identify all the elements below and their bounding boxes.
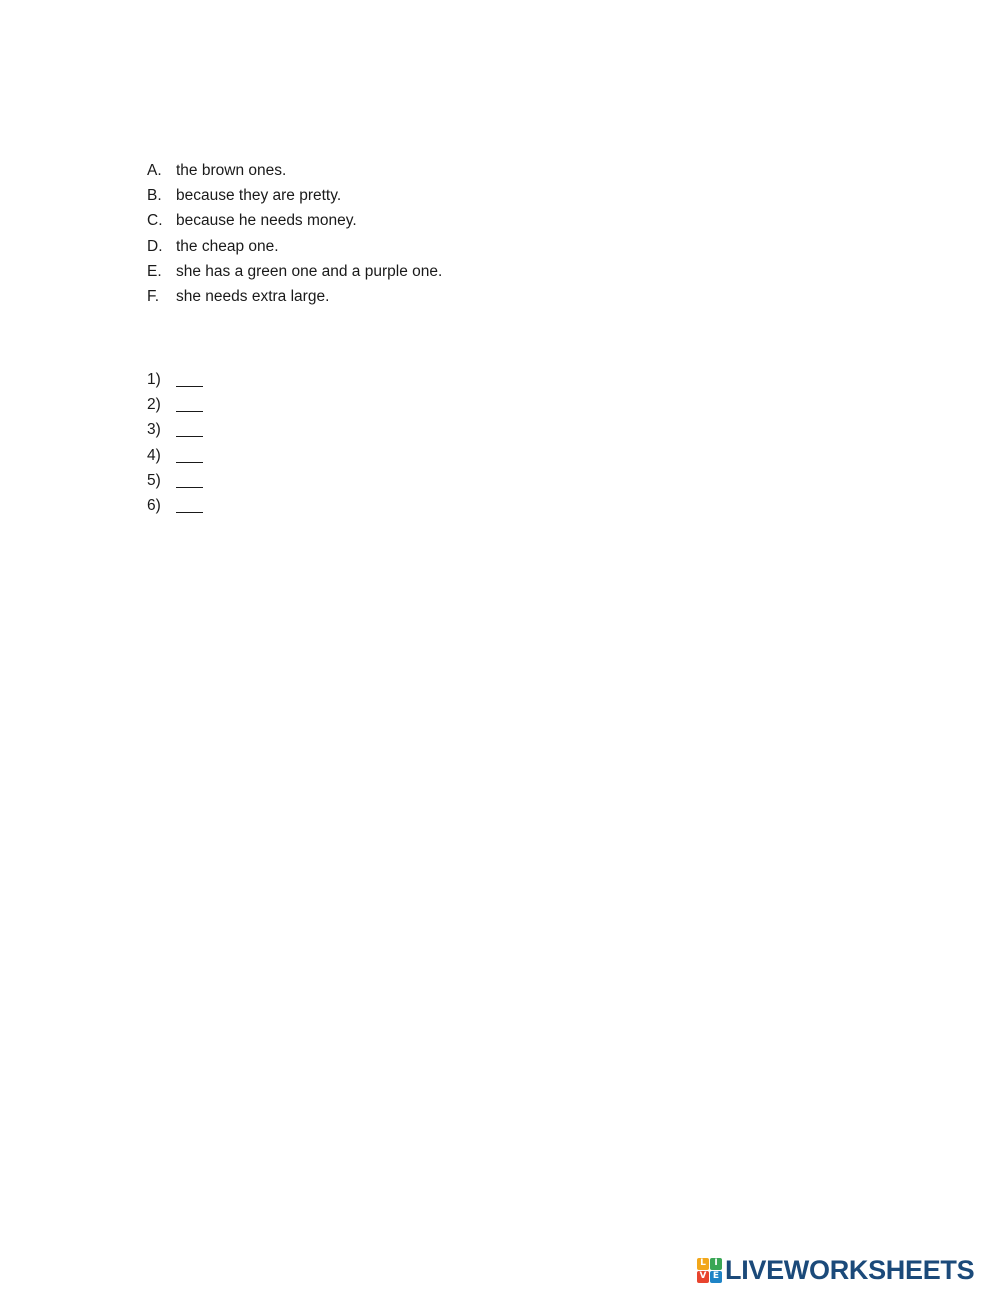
answer-number: 5) xyxy=(147,471,161,489)
option-item xyxy=(147,234,442,259)
answer-blank[interactable] xyxy=(176,496,203,513)
option-letter: D. xyxy=(147,237,163,255)
option-item xyxy=(147,259,442,284)
answer-options-list xyxy=(147,158,442,309)
option-item xyxy=(147,183,442,208)
answer-row xyxy=(147,468,203,493)
answer-number: 3) xyxy=(147,421,161,439)
answer-number: 6) xyxy=(147,496,161,514)
logo-letter-l: L xyxy=(697,1258,709,1270)
option-letter: C. xyxy=(147,212,163,230)
answer-blank[interactable] xyxy=(176,446,203,463)
option-item xyxy=(147,208,442,233)
option-text: she has a green one and a purple one. xyxy=(176,262,443,280)
option-letter: F. xyxy=(147,287,160,305)
option-item xyxy=(147,284,442,309)
answer-row xyxy=(147,392,203,417)
logo-wordmark: LIVEWORKSHEETS xyxy=(725,1254,975,1285)
option-text: because he needs money. xyxy=(176,212,357,230)
liveworksheets-logo xyxy=(697,1256,974,1284)
option-item xyxy=(147,158,442,183)
answer-number: 1) xyxy=(147,371,161,388)
answer-row xyxy=(147,493,203,518)
answer-blank[interactable] xyxy=(176,471,203,488)
answer-number: 2) xyxy=(147,396,161,414)
answer-blank[interactable] xyxy=(176,370,203,387)
answer-number: 4) xyxy=(147,446,161,464)
answer-row xyxy=(147,443,203,468)
logo-letter-e: E xyxy=(710,1271,722,1283)
option-text: because they are pretty. xyxy=(176,187,342,205)
option-text: the cheap one. xyxy=(176,237,279,255)
answer-blanks-list xyxy=(147,367,203,518)
logo-letter-v: V xyxy=(697,1271,709,1283)
option-letter: A. xyxy=(147,162,162,179)
logo-icon xyxy=(697,1258,722,1283)
option-text: she needs extra large. xyxy=(176,287,330,305)
option-text: the brown ones. xyxy=(176,162,287,179)
option-letter: B. xyxy=(147,187,162,205)
answer-blank[interactable] xyxy=(176,395,203,412)
option-letter: E. xyxy=(147,262,162,280)
answer-blank[interactable] xyxy=(176,420,203,437)
logo-letter-i: I xyxy=(710,1258,722,1270)
answer-row xyxy=(147,417,203,442)
answer-row xyxy=(147,367,203,392)
